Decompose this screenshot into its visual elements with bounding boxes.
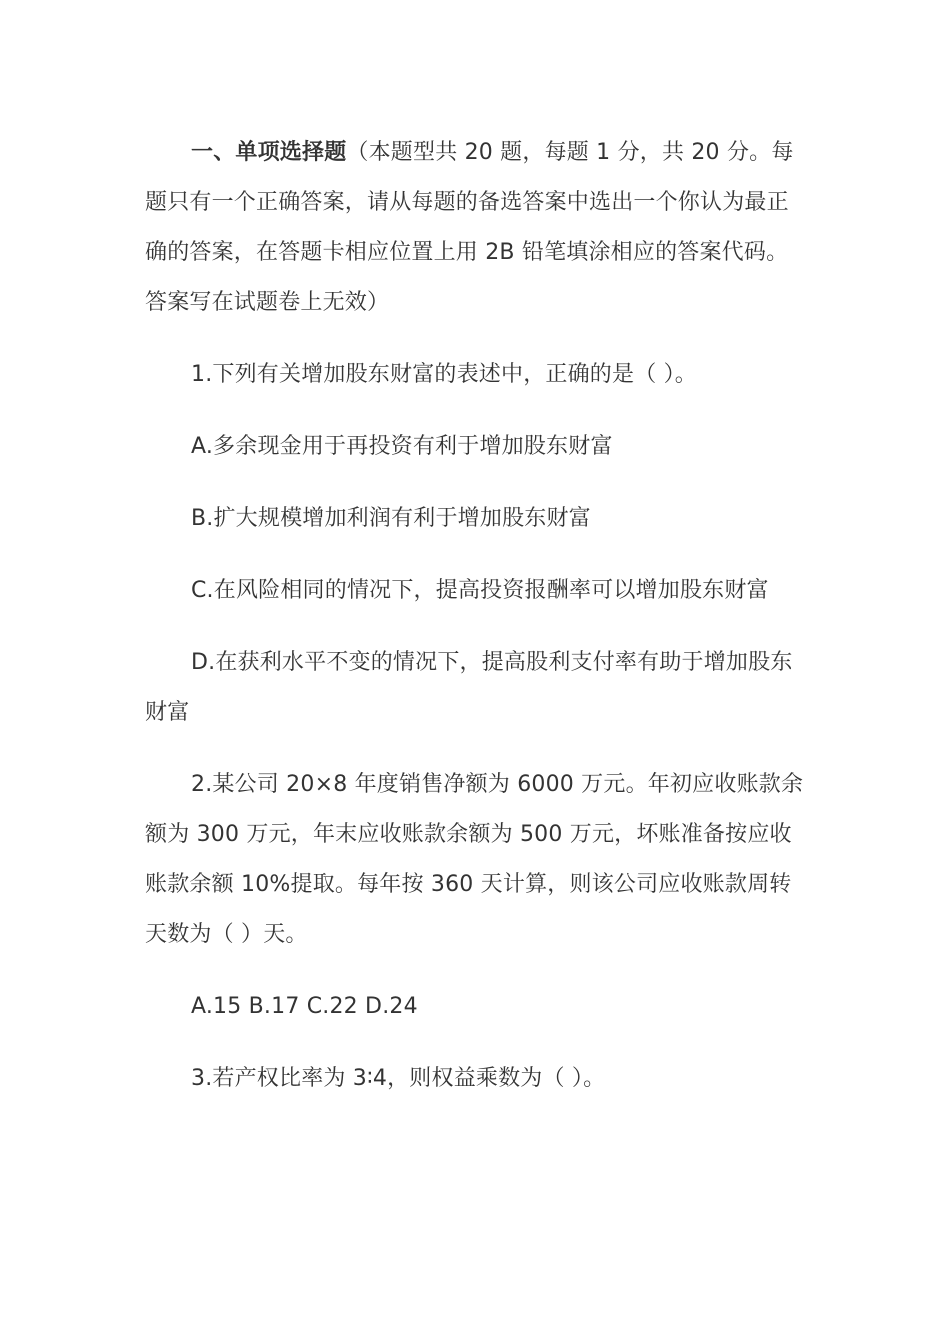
question-2-stem: 2.某公司 20×8 年度销售净额为 6000 万元。年初应收账款余额为 300 万元，年末应收账款余额为 500 万元，坏账准备按应收账款余额 10%提取。每年按 360 天计算，则该公司应收账款周转天数为（ ）天。	[145, 772, 804, 947]
question-1-option-a: A.多余现金用于再投资有利于增加股东财富	[191, 434, 613, 459]
section-title: 一、单项选择题	[191, 140, 347, 165]
document-page	[145, 128, 807, 1104]
section-heading	[145, 128, 807, 328]
section-description: （本题型共 20 题，每题 1 分，共 20 分。每题只有一个正确答案，请从每题的备选答案中选出一个你认为最正确的答案，在答题卡相应位置上用 2B 铅笔填涂相应的答案代码。答案写在试题卷上无效）	[145, 140, 794, 315]
question-2-options: A.15 B.17 C.22 D.24	[191, 994, 418, 1019]
question-1-option-b: B.扩大规模增加利润有利于增加股东财富	[191, 506, 591, 531]
question-1-option-d: D.在获利水平不变的情况下，提高股利支付率有助于增加股东财富	[145, 650, 793, 725]
question-3-stem: 3.若产权比率为 3∶4，则权益乘数为（ ）。	[191, 1066, 606, 1091]
question-1-stem: 1.下列有关增加股东财富的表述中，正确的是（ ）。	[191, 362, 697, 387]
question-1-option-c: C.在风险相同的情况下，提高投资报酬率可以增加股东财富	[191, 578, 769, 603]
